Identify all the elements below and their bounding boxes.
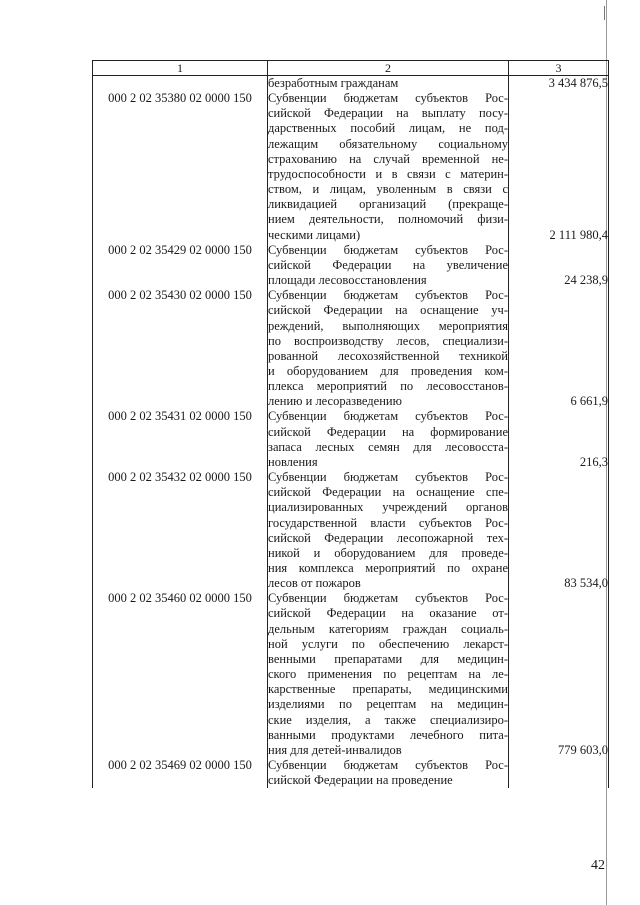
description-line: ского применения по рецептам на ле-: [268, 667, 508, 682]
header-col-1: 1: [93, 61, 268, 76]
description-line: никой и оборудованием для проведе-: [268, 545, 508, 560]
description-line: карственные препараты, медицинскими: [268, 682, 508, 697]
description-line: изделиями по рецептам на медицин-: [268, 697, 508, 712]
description-line: дельным категориям граждан социаль-: [268, 621, 508, 636]
table-row: [93, 470, 609, 591]
description-line: ликвидацией организаций (прекраще-: [268, 197, 508, 212]
budget-description: [268, 243, 509, 288]
description-line: Субвенции бюджетам субъектов Рос-: [268, 242, 508, 257]
description-line: лежащим обязательному социальному: [268, 136, 508, 151]
description-line: реждений, выполняющих мероприятия: [268, 318, 508, 333]
budget-amount: 779 603,0: [509, 591, 609, 758]
budget-code: 000 2 02 35431 02 0000 150: [93, 409, 268, 470]
description-line: нием деятельности, полномочий физи-: [268, 212, 508, 227]
budget-code: 000 2 02 35380 02 0000 150: [93, 91, 268, 243]
description-line: лению и лесоразведению: [268, 394, 402, 409]
description-line: лесов от пожаров: [268, 576, 361, 591]
page-edge-mark: [604, 6, 610, 20]
description-line: Субвенции бюджетам субъектов Рос-: [268, 91, 508, 106]
description-line: дарственных пособий лицам, не под-: [268, 121, 508, 136]
description-line: рованной лесохозяйственной техникой: [268, 348, 508, 363]
description-line: Субвенции бюджетам субъектов Рос-: [268, 470, 508, 485]
description-line: ские изделия, а также специализиро-: [268, 712, 508, 727]
description-line: ной услуги по обеспечению лекарст-: [268, 636, 508, 651]
description-line: сийской Федерации на формирование: [268, 424, 508, 439]
budget-code: 000 2 02 35460 02 0000 150: [93, 591, 268, 758]
budget-code: 000 2 02 35469 02 0000 150: [93, 758, 268, 788]
table-header-row: [93, 61, 609, 76]
budget-description: [268, 76, 509, 92]
description-line: Субвенции бюджетам субъектов Рос-: [268, 288, 508, 303]
description-line: сийской Федерации на оказание от-: [268, 606, 508, 621]
budget-code: [93, 76, 268, 92]
table-row: [93, 288, 609, 409]
description-line: по воспроизводству лесов, специализи-: [268, 333, 508, 348]
description-line: ческими лицами): [268, 227, 361, 242]
budget-code: 000 2 02 35430 02 0000 150: [93, 288, 268, 409]
table-row: [93, 591, 609, 758]
budget-description: [268, 758, 509, 788]
page-number: 42: [591, 858, 605, 873]
description-line: сийской Федерации на оснащение уч-: [268, 303, 508, 318]
budget-amount: 3 434 876,5: [509, 76, 609, 92]
description-line: ния комплекса мероприятий по охране: [268, 561, 508, 575]
description-line: страхованию на случай временной не-: [268, 151, 508, 166]
budget-amount: 2 111 980,4: [509, 91, 609, 243]
description-line: сийской Федерации на оснащение спе-: [268, 485, 508, 500]
budget-description: [268, 470, 509, 591]
table-row: [93, 76, 609, 92]
budget-description: [268, 409, 509, 470]
budget-code: 000 2 02 35429 02 0000 150: [93, 243, 268, 288]
budget-amount: 83 534,0: [509, 470, 609, 591]
header-col-3: 3: [509, 61, 609, 76]
description-line: и оборудованием для проведения ком-: [268, 363, 508, 378]
description-line: ством, и лицам, уволенным в связи с: [268, 182, 508, 197]
description-line: ния для детей-инвалидов: [268, 742, 402, 757]
description-line: Субвенции бюджетам субъектов Рос-: [268, 409, 508, 424]
table-row: [93, 243, 609, 288]
description-line: новления: [268, 454, 318, 469]
table-row: [93, 409, 609, 470]
header-col-2: 2: [268, 61, 509, 76]
description-line: циализированных учреждений органов: [268, 500, 508, 515]
table-row: [93, 758, 609, 788]
description-line: государственной власти субъектов Рос-: [268, 515, 508, 530]
description-line: венными препаратами для медицин-: [268, 651, 508, 666]
budget-code: 000 2 02 35432 02 0000 150: [93, 470, 268, 591]
description-line: трудоспособности и в связи с материн-: [268, 166, 508, 181]
description-line: плекса мероприятий по лесовосстанов-: [268, 379, 508, 394]
description-line: площади лесовосстановления: [268, 273, 427, 288]
description-line: Субвенции бюджетам субъектов Рос-: [268, 758, 508, 773]
budget-amount: 216,3: [509, 409, 609, 470]
description-line: безработным гражданам: [268, 76, 399, 90]
description-line: Субвенции бюджетам субъектов Рос-: [268, 591, 508, 606]
budget-amount: 24 238,9: [509, 243, 609, 288]
description-line: сийской Федерации на проведение: [268, 773, 453, 788]
budget-amount: 6 661,9: [509, 288, 609, 409]
budget-description: [268, 91, 509, 243]
description-line: сийской Федерации на выплату посу-: [268, 106, 508, 121]
budget-table: [92, 60, 609, 788]
description-line: сийской Федерации лесопожарной тех-: [268, 530, 508, 545]
description-line: запаса лесных семян для лесовосста-: [268, 439, 508, 454]
table-row: [93, 91, 609, 243]
budget-description: [268, 591, 509, 758]
description-line: сийской Федерации на увеличение: [268, 257, 508, 272]
budget-amount: [509, 758, 609, 788]
budget-description: [268, 288, 509, 409]
description-line: ванными продуктами лечебного пита-: [268, 727, 508, 742]
